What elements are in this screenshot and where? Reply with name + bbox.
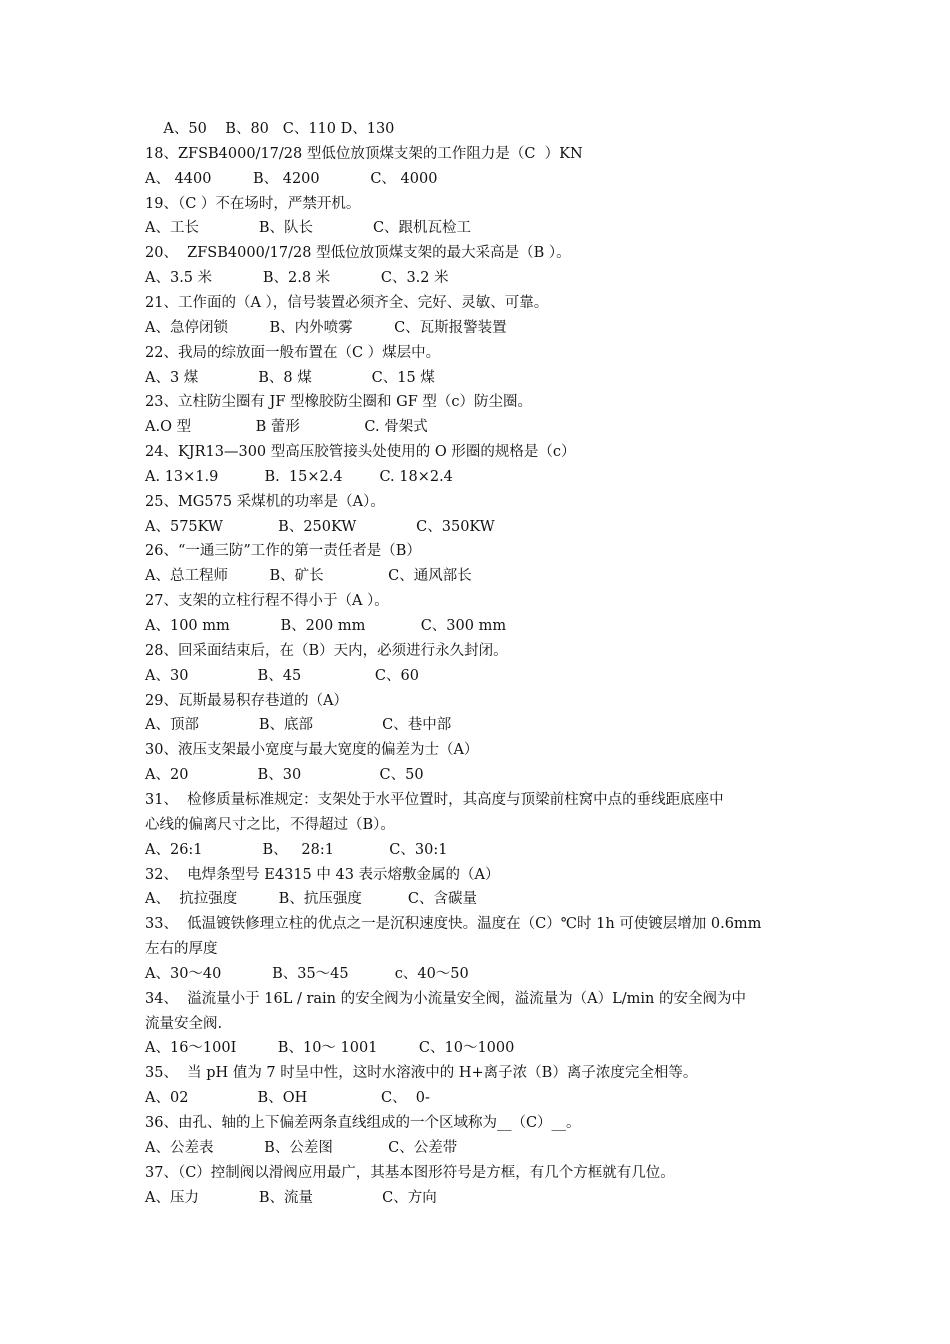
text-line: A、26:1 B、 28:1 C、30:1	[145, 841, 448, 858]
text-line: 35、 当 pH 值为 7 时呈中性，这时水溶液中的 H+离子浓（B）离子浓度完全相等。	[145, 1065, 698, 1082]
text-line: 30、液压支架最小宽度与最大宽度的偏差为士（A）	[145, 742, 479, 759]
text-line: 25、MG575 采煤机的功率是（A）。	[145, 493, 385, 510]
text-line: A、16～100I B、10～ 1001 C、10～1000	[145, 1040, 515, 1057]
text-line: A、50 B、80 C、110 D、130	[145, 121, 395, 137]
text-line: 32、 电焊条型号 E4315 中 43 表示熔敷金属的（A）	[145, 866, 500, 883]
text-line: A、3 煤 B、8 煤 C、15 煤	[145, 369, 435, 386]
text-line: A、3.5 米 B、2.8 米 C、3.2 米	[145, 270, 449, 287]
text-line: A、 4400 B、 4200 C、 4000	[145, 170, 438, 187]
text-line: 18、ZFSB4000/17/28 型低位放顶煤支架的工作阻力是（C ）KN	[145, 145, 583, 162]
text-line: A、压力 B、流量 C、方向	[145, 1189, 437, 1206]
text-line: 20、 ZFSB4000/17/28 型低位放顶煤支架的最大采高是（B ）。	[145, 245, 571, 262]
text-line: A、30～40 B、35～45 c、40～50	[145, 965, 469, 982]
text-line: A、急停闭锁 B、内外喷雾 C、瓦斯报警装置	[145, 319, 507, 336]
text-line: 37、（C）控制阀以滑阀应用最广，其基本图形符号是方框，有几个方框就有几位。	[145, 1164, 675, 1181]
text-line: 27、支架的立柱行程不得小于（A ）。	[145, 593, 389, 610]
text-line: 19、（C ）不在场时，严禁开机。	[145, 195, 361, 212]
text-line: A、顶部 B、底部 C、巷中部	[145, 717, 452, 734]
text-line: A.O 型 B 蕾形 C. 骨架式	[145, 419, 428, 436]
text-line: 33、 低温镀铁修理立柱的优点之一是沉积速度快。温度在（C）℃时 1h 可使镀层增加 0.6mm	[145, 916, 762, 933]
text-line: 21、工作面的（A ），信号装置必须齐全、完好、灵敏、可靠。	[145, 294, 549, 311]
text-line: A、20 B、30 C、50	[145, 767, 424, 784]
text-line: A、02 B、OH C、 0-	[145, 1090, 430, 1107]
text-line: 流量安全阀.	[145, 1015, 223, 1032]
text-line: 28、回采面结束后，在（B）天内，必须进行永久封闭。	[145, 642, 508, 659]
text-line: A、 抗拉强度 B、抗压强度 C、含碳量	[145, 891, 478, 908]
text-line: 31、 检修质量标准规定：支架处于水平位置时，其高度与顶梁前柱窝中点的垂线距底座中	[145, 791, 724, 808]
text-line: A、总工程师 B、矿长 C、通风部长	[145, 568, 472, 585]
text-line: A、575KW B、250KW C、350KW	[145, 518, 495, 535]
text-line: 23、立柱防尘圈有 JF 型橡胶防尘圈和 GF 型（c）防尘圈。	[145, 394, 533, 411]
text-line: 22、我局的综放面一般布置在（C ）煤层中。	[145, 344, 441, 361]
text-line: 26、“一通三防”工作的第一责任者是（B）	[145, 543, 421, 560]
text-line: A. 13×1.9 B. 15×2.4 C. 18×2.4	[145, 468, 453, 485]
text-line: 左右的厚度	[145, 941, 218, 958]
text-line: 34、 溢流量小于 16L / rain 的安全阀为小流量安全阀，溢流量为（A）L/min 的安全阀为中	[145, 990, 746, 1007]
text-line: 29、瓦斯最易积存巷道的（A）	[145, 692, 348, 709]
text-line: 心线的偏离尺寸之比，不得超过（B）。	[145, 816, 395, 833]
text-line: 24、KJR13—300 型高压胶管接头处使用的 O 形圈的规格是（c）	[145, 444, 576, 461]
text-line: A、工长 B、队长 C、跟机瓦检工	[145, 220, 472, 237]
text-line: 36、由孔、轴的上下偏差两条直线组成的一个区域称为__（C）__。	[145, 1115, 581, 1131]
text-line: A、公差表 B、公差图 C、公差带	[145, 1139, 458, 1156]
text-line: A、30 B、45 C、60	[145, 667, 419, 684]
text-line: A、100 mm B、200 mm C、300 mm	[145, 618, 507, 634]
